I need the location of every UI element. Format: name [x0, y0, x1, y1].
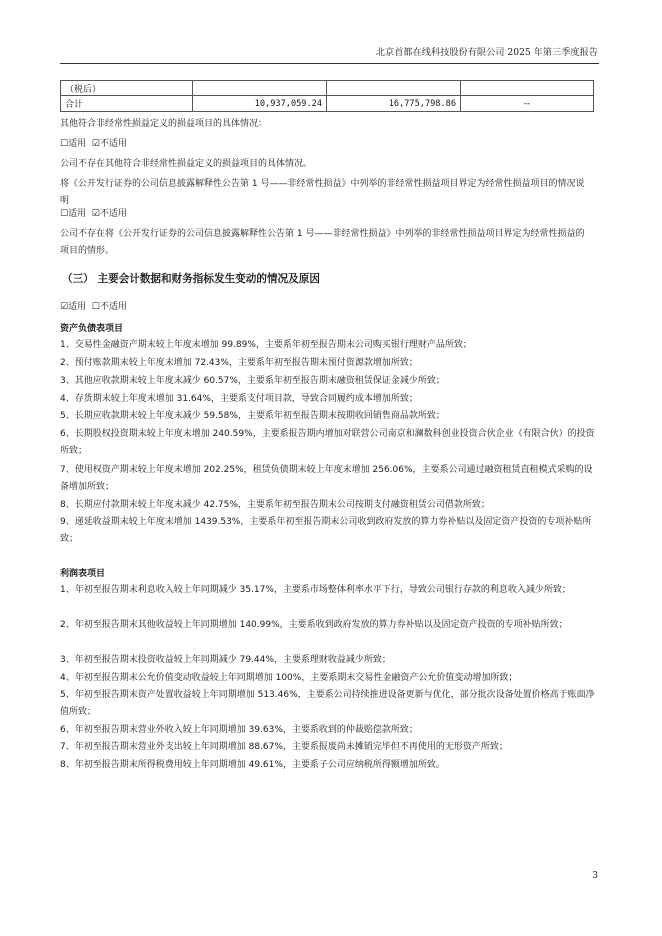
balance-item-7: 7、使用权资产期末较上年度末增加 202.25%，租赁负债期末较上年度末增加 256.06%，主要系公司通过融资租赁直租模式采购的设备增加所致； — [60, 465, 593, 492]
section-heading: （三） 主要会计数据和财务指标发生变动的情况及原因 — [62, 273, 320, 285]
current-period-value — [193, 81, 327, 96]
balance-item-1: 1、交易性金融资产期末较上年度末增加 99.89%，主要系年初至报告期末公司购买银行理财产品所致； — [60, 340, 472, 350]
balance-item-9: 9、递延收益期末较上年度末增加 1439.53%，主要系年初至报告期末公司收到政府发放的算力券补贴以及固定资产投资的专项补贴所致； — [60, 517, 592, 544]
income-item-1: 1、年初至报告期末利息收入较上年同期减少 35.17%，主要系市场整体利率水平下行，导致公司银行存款的利息收入减少所致； — [60, 585, 571, 595]
balance-item-5: 5、长期应收款期末较上年度末减少 59.58%，主要系年初至报告期末按期收回销售商品款所致； — [60, 411, 445, 421]
table-row — [61, 96, 594, 112]
ytd-value: 16,775,798.86 — [327, 96, 461, 112]
income-item-6: 6、年初至报告期末营业外收入较上年同期增加 39.63%，主要系收到的仲裁赔偿款所致； — [60, 725, 418, 735]
other-items-statement: 公司不存在其他符合非经常性损益定义的损益项目的具体情况。 — [60, 159, 313, 169]
income-statement-title: 利润表项目 — [60, 569, 106, 579]
balance-item-2: 2、预付账款期末较上年度末增加 72.43%，主要系年初至报告期末预付资源款增加所致； — [60, 358, 418, 368]
row-label: 合计 — [61, 96, 193, 112]
other-items-applicability: ☐适用 ☑不适用 — [60, 139, 127, 149]
header-divider — [60, 63, 599, 64]
income-item-2: 2、年初至报告期末其他收益较上年同期增加 140.99%，主要系收到政府发放的算力券补贴以及固定资产投资的专项补贴所致； — [60, 620, 568, 630]
non-recurring-gains-table — [60, 80, 594, 112]
balance-sheet-title: 资产负债表项目 — [60, 324, 124, 334]
balance-item-6: 6、长期股权投资期末较上年度末增加 240.59%，主要系报告期内增加对联营公司南京和澜数科创业投资合伙企业（有限合伙）的投资所致； — [60, 429, 595, 456]
reclass-statement: 公司不存在将《公开发行证券的公司信息披露解释性公告第 1 号——非经常性损益》中列举的非经常性损益项目界定为经常性损益的项目的情形。 — [60, 229, 585, 256]
row-label: （税后） — [61, 81, 193, 96]
income-item-4: 4、年初至报告期末公允价值变动收益较上年同期增加 100%，主要系期末交易性金融资产公允价值变动增加所致； — [60, 673, 518, 683]
note-cell — [461, 81, 594, 96]
note-cell: -- — [461, 96, 594, 112]
balance-item-4: 4、存货期末较上年度末增加 31.64%，主要系支付项目款，导致合同履约成本增加所致； — [60, 394, 418, 404]
income-item-8: 8、年初至报告期末所得税费用较上年同期增加 49.61%，主要系子公司应纳税所得额增加所致。 — [60, 760, 445, 770]
page-number: 3 — [592, 871, 598, 881]
balance-item-3: 3、其他应收款期末较上年度末减少 60.57%，主要系年初至报告期末融资租赁保证金减少所致； — [60, 376, 445, 386]
reclass-intro: 将《公开发行证券的公司信息披露解释性公告第 1 号——非经常性损益》中列举的非经常性损益项目界定为经常性损益项目的情况说明 — [60, 179, 585, 206]
section-applicability: ☑适用 ☐不适用 — [60, 302, 127, 312]
income-item-5: 5、年初至报告期末资产处置收益较上年同期增加 513.46%，主要系公司持续推进设备更新与优化，部分批次设备处置价格高于账面净值所致； — [60, 690, 595, 717]
balance-item-8: 8、长期应付款期末较上年度末减少 42.75%，主要系年初至报告期末公司按期支付融资租赁公司借款所致； — [60, 500, 490, 510]
ytd-value — [327, 81, 461, 96]
income-item-3: 3、年初至报告期末投资收益较上年同期减少 79.44%，主要系理财收益减少所致； — [60, 655, 391, 665]
table-row — [61, 81, 594, 96]
report-header-title: 北京首都在线科技股份有限公司 2025 年第三季度报告 — [375, 47, 598, 58]
other-items-intro: 其他符合非经常性损益定义的损益项目的具体情况： — [60, 119, 268, 129]
current-period-value: 10,937,059.24 — [193, 96, 327, 112]
reclass-applicability: ☐适用 ☑不适用 — [60, 209, 127, 219]
income-item-7: 7、年初至报告期末营业外支出较上年同期增加 88.67%，主要系报废尚未摊销完毕但不再使用的无形资产所致； — [60, 742, 508, 752]
